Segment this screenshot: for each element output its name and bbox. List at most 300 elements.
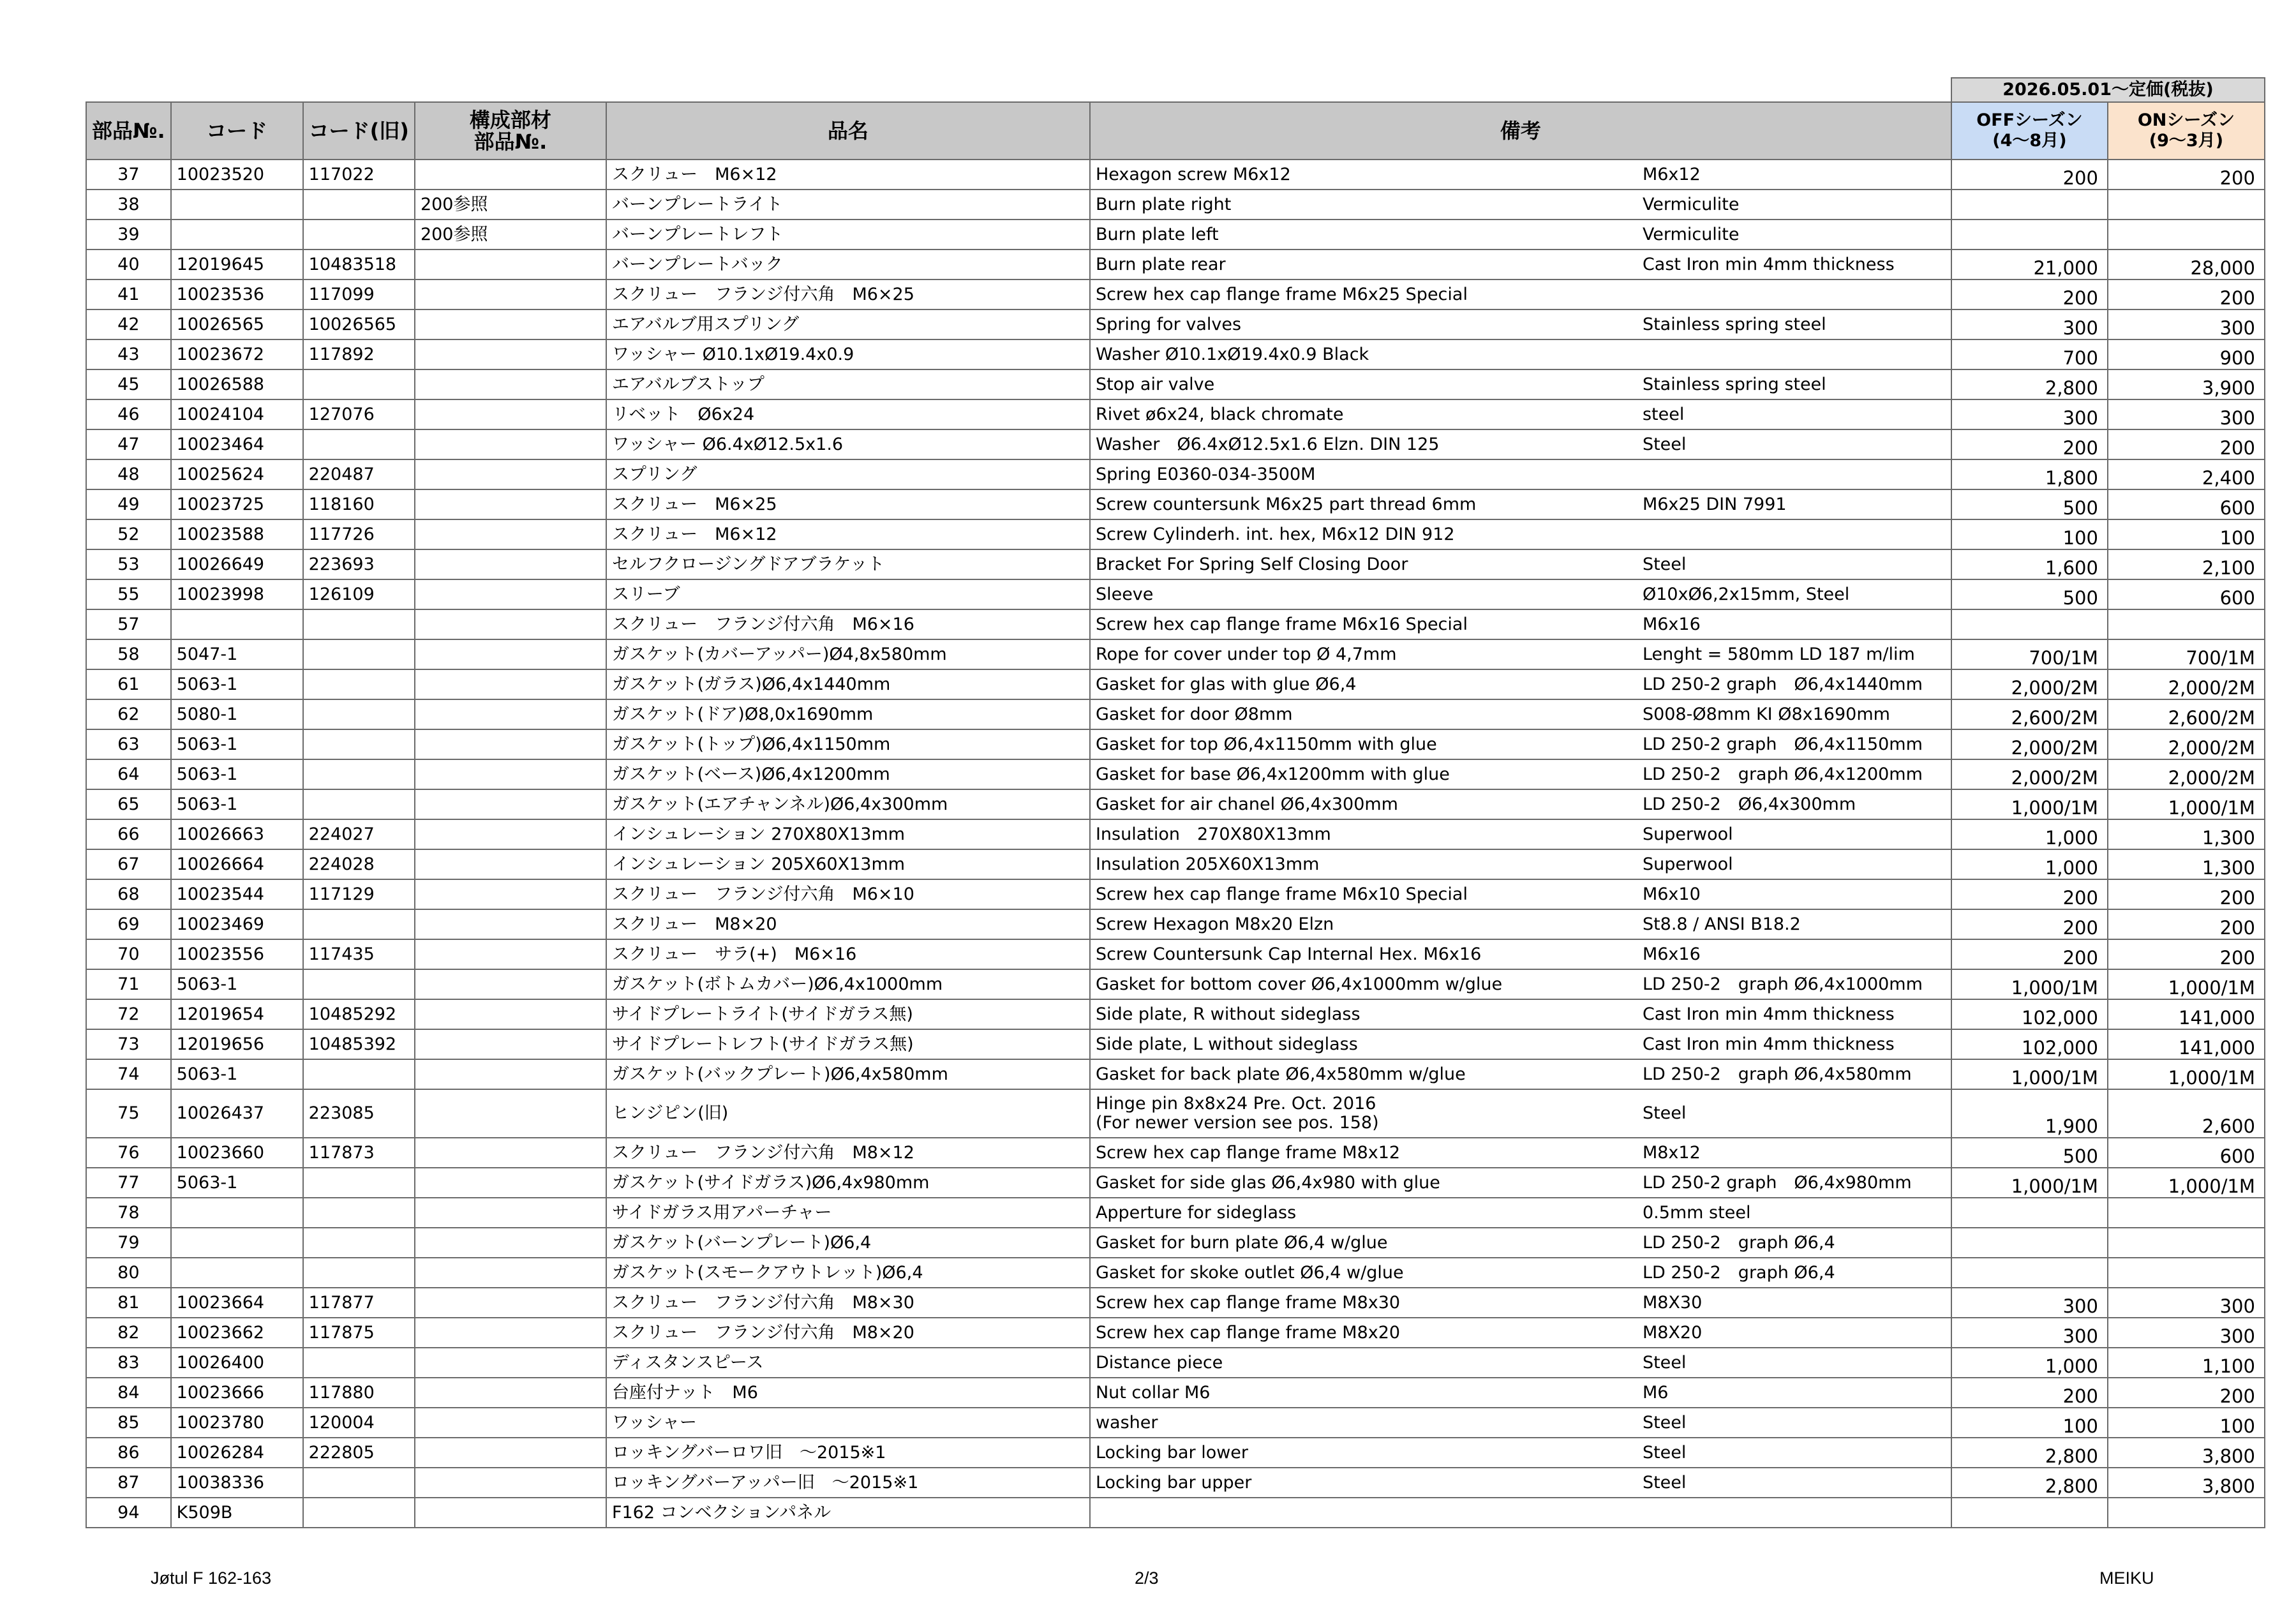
row-part-no: 43 (86, 339, 171, 369)
row-code: 10023666 (171, 1378, 303, 1408)
row-part-no: 65 (86, 789, 171, 819)
row-name: ガスケット(エアチャンネル)Ø6,4x300mm (606, 789, 1090, 819)
row-code: 10026400 (171, 1348, 303, 1378)
row-code-old (303, 1168, 415, 1198)
row-code: 10026437 (171, 1089, 303, 1138)
row-description: Washer Ø6.4xØ12.5x1.6 Elzn. DIN 125 (1090, 429, 1637, 459)
row-name: スクリュー フランジ付六角 M8×12 (606, 1138, 1090, 1168)
row-price-off: 300 (1951, 1288, 2108, 1318)
row-code-old (303, 699, 415, 729)
row-part-no: 53 (86, 549, 171, 579)
row-name: バーンプレートレフト (606, 220, 1090, 250)
row-part-no: 45 (86, 369, 171, 399)
row-part-no: 41 (86, 279, 171, 309)
row-price-off: 100 (1951, 519, 2108, 549)
row-price-off (1951, 1198, 2108, 1228)
row-part-no: 81 (86, 1288, 171, 1318)
row-code-old: 117877 (303, 1288, 415, 1318)
row-description: Gasket for skoke outlet Ø6,4 w/glue (1090, 1258, 1637, 1288)
row-price-on (2108, 190, 2265, 220)
row-part-no: 49 (86, 489, 171, 519)
table-row (86, 969, 2265, 999)
row-price-on: 1,300 (2108, 849, 2265, 879)
table-row (86, 579, 2265, 609)
row-code: 10026588 (171, 369, 303, 399)
row-component (415, 1498, 606, 1528)
row-price-on: 3,900 (2108, 369, 2265, 399)
row-name: ディスタンスピース (606, 1348, 1090, 1378)
row-price-off: 300 (1951, 399, 2108, 429)
row-spec: LD 250-2 graph Ø6,4x980mm (1637, 1168, 1951, 1198)
row-code-old (303, 1468, 415, 1498)
row-code: 5063-1 (171, 789, 303, 819)
row-price-on: 200 (2108, 909, 2265, 939)
row-component (415, 759, 606, 789)
row-name: ワッシャー (606, 1408, 1090, 1438)
table-row (86, 1408, 2265, 1438)
row-code: 10038336 (171, 1468, 303, 1498)
row-component (415, 579, 606, 609)
row-price-on: 28,000 (2108, 250, 2265, 279)
row-price-off: 102,000 (1951, 999, 2108, 1029)
row-component (415, 639, 606, 669)
row-spec: Cast Iron min 4mm thickness (1637, 1029, 1951, 1059)
table-row (86, 160, 2265, 190)
row-description: Screw hex cap flange frame M6x25 Special (1090, 279, 1637, 309)
row-description: Locking bar upper (1090, 1468, 1637, 1498)
col-header-on-season: ONシーズン (9～3月) (2108, 102, 2265, 160)
row-spec: Cast Iron min 4mm thickness (1637, 250, 1951, 279)
row-component (415, 1378, 606, 1408)
table-row (86, 549, 2265, 579)
row-description: Rivet ø6x24, black chromate (1090, 399, 1637, 429)
row-component (415, 969, 606, 999)
row-component (415, 429, 606, 459)
row-component (415, 549, 606, 579)
row-part-no: 67 (86, 849, 171, 879)
row-price-off: 700/1M (1951, 639, 2108, 669)
row-name: スクリュー サラ(+) M6×16 (606, 939, 1090, 969)
row-price-on: 2,100 (2108, 549, 2265, 579)
row-component (415, 1348, 606, 1378)
table-row (86, 459, 2265, 489)
row-spec: Steel (1637, 1089, 1951, 1138)
row-code: 5047-1 (171, 639, 303, 669)
row-name: スプリング (606, 459, 1090, 489)
row-name: バーンプレートバック (606, 250, 1090, 279)
row-price-off: 1,600 (1951, 549, 2108, 579)
row-code (171, 220, 303, 250)
row-price-off: 1,000 (1951, 849, 2108, 879)
row-description: Screw hex cap flange frame M8x30 (1090, 1288, 1637, 1318)
row-name: ガスケット(トップ)Ø6,4x1150mm (606, 729, 1090, 759)
row-code-old: 224028 (303, 849, 415, 879)
row-price-off: 2,000/2M (1951, 729, 2108, 759)
row-price-off: 100 (1951, 1408, 2108, 1438)
row-price-on: 1,000/1M (2108, 1059, 2265, 1089)
row-code: K509B (171, 1498, 303, 1528)
row-name: ガスケット(バックプレート)Ø6,4x580mm (606, 1059, 1090, 1089)
row-spec: Steel (1637, 549, 1951, 579)
table-row (86, 759, 2265, 789)
row-price-off: 1,000 (1951, 1348, 2108, 1378)
table-row (86, 909, 2265, 939)
row-description: Rope for cover under top Ø 4,7mm (1090, 639, 1637, 669)
footer-company: MEIKU (2099, 1568, 2154, 1588)
row-price-off: 1,000/1M (1951, 969, 2108, 999)
row-name: セルフクロージングドアブラケット (606, 549, 1090, 579)
row-name: インシュレーション 205X60X13mm (606, 849, 1090, 879)
row-name: サイドガラス用アパーチャー (606, 1198, 1090, 1228)
row-price-off: 500 (1951, 1138, 2108, 1168)
row-code: 5063-1 (171, 969, 303, 999)
row-price-on: 200 (2108, 429, 2265, 459)
row-code: 5063-1 (171, 729, 303, 759)
row-part-no: 46 (86, 399, 171, 429)
table-row (86, 1438, 2265, 1468)
row-price-on: 1,300 (2108, 819, 2265, 849)
row-description: Screw hex cap flange frame M6x10 Special (1090, 879, 1637, 909)
row-spec: Steel (1637, 1408, 1951, 1438)
row-description: Burn plate left (1090, 220, 1637, 250)
row-spec: M6 (1637, 1378, 1951, 1408)
row-price-off: 2,800 (1951, 369, 2108, 399)
row-code-old: 127076 (303, 399, 415, 429)
row-description: washer (1090, 1408, 1637, 1438)
row-description: Stop air valve (1090, 369, 1637, 399)
table-row (86, 819, 2265, 849)
row-component (415, 1138, 606, 1168)
row-code-old: 223693 (303, 549, 415, 579)
row-price-off: 500 (1951, 489, 2108, 519)
row-code-old (303, 1348, 415, 1378)
row-name: スクリュー M8×20 (606, 909, 1090, 939)
row-name: F162 コンベクションパネル (606, 1498, 1090, 1528)
table-row (86, 999, 2265, 1029)
row-price-on (2108, 1198, 2265, 1228)
row-price-on: 100 (2108, 1408, 2265, 1438)
row-price-on (2108, 220, 2265, 250)
row-description: Hexagon screw M6x12 (1090, 160, 1637, 190)
row-code: 12019656 (171, 1029, 303, 1059)
table-row (86, 1498, 2265, 1528)
row-price-on: 1,000/1M (2108, 789, 2265, 819)
row-code: 10026663 (171, 819, 303, 849)
table-row (86, 1258, 2265, 1288)
row-code-old: 10485292 (303, 999, 415, 1029)
row-name: スクリュー M6×12 (606, 160, 1090, 190)
table-row (86, 1138, 2265, 1168)
row-description: Burn plate rear (1090, 250, 1637, 279)
row-price-off: 2,600/2M (1951, 699, 2108, 729)
row-description: Gasket for top Ø6,4x1150mm with glue (1090, 729, 1637, 759)
row-description: Nut collar M6 (1090, 1378, 1637, 1408)
table-row (86, 789, 2265, 819)
row-spec: 0.5mm steel (1637, 1198, 1951, 1228)
row-code: 5063-1 (171, 1059, 303, 1089)
row-price-off (1951, 220, 2108, 250)
row-price-on (2108, 1498, 2265, 1528)
row-component (415, 879, 606, 909)
row-code-old (303, 1228, 415, 1258)
row-description: Screw hex cap flange frame M8x20 (1090, 1318, 1637, 1348)
row-price-off: 2,800 (1951, 1468, 2108, 1498)
row-spec (1637, 1498, 1951, 1528)
row-spec: Steel (1637, 429, 1951, 459)
price-date-label: 2026.05.01～定価(税抜) (1951, 78, 2265, 102)
row-name: ロッキングバーアッパー旧 ～2015※1 (606, 1468, 1090, 1498)
row-price-on: 900 (2108, 339, 2265, 369)
row-code-old: 117875 (303, 1318, 415, 1348)
row-price-off: 2,000/2M (1951, 759, 2108, 789)
table-row (86, 309, 2265, 339)
parts-price-sheet (86, 77, 2265, 1528)
row-name: リベット Ø6x24 (606, 399, 1090, 429)
row-code: 10025624 (171, 459, 303, 489)
row-component (415, 250, 606, 279)
row-code (171, 1198, 303, 1228)
table-row (86, 1198, 2265, 1228)
row-component (415, 609, 606, 639)
row-price-on (2108, 609, 2265, 639)
row-description: Washer Ø10.1xØ19.4x0.9 Black (1090, 339, 1637, 369)
row-spec: M6x16 (1637, 939, 1951, 969)
row-name: ガスケット(サイドガラス)Ø6,4x980mm (606, 1168, 1090, 1198)
row-name: スクリュー フランジ付六角 M6×25 (606, 279, 1090, 309)
row-part-no: 75 (86, 1089, 171, 1138)
row-code-old: 220487 (303, 459, 415, 489)
row-spec (1637, 339, 1951, 369)
row-component (415, 699, 606, 729)
row-code-old (303, 1498, 415, 1528)
row-price-off: 1,000/1M (1951, 1168, 2108, 1198)
row-name: エアバルブストップ (606, 369, 1090, 399)
row-code: 10023998 (171, 579, 303, 609)
table-row (86, 489, 2265, 519)
row-code-old: 10483518 (303, 250, 415, 279)
col-header-remarks: 備考 (1090, 102, 1951, 160)
row-name: インシュレーション 270X80X13mm (606, 819, 1090, 849)
row-price-on: 1,000/1M (2108, 1168, 2265, 1198)
row-spec: M8x12 (1637, 1138, 1951, 1168)
row-price-off: 2,800 (1951, 1438, 2108, 1468)
table-row (86, 1089, 2265, 1138)
row-code-old (303, 669, 415, 699)
row-price-on: 141,000 (2108, 999, 2265, 1029)
row-part-no: 48 (86, 459, 171, 489)
row-description (1090, 1498, 1637, 1528)
row-description: Screw countersunk M6x25 part thread 6mm (1090, 489, 1637, 519)
row-component (415, 1168, 606, 1198)
row-component (415, 309, 606, 339)
row-code: 10023520 (171, 160, 303, 190)
row-spec: LD 250-2 graph Ø6,4x1000mm (1637, 969, 1951, 999)
row-part-no: 86 (86, 1438, 171, 1468)
row-component (415, 849, 606, 879)
row-code-old: 224027 (303, 819, 415, 849)
row-description: Gasket for burn plate Ø6,4 w/glue (1090, 1228, 1637, 1258)
row-price-off: 1,000/1M (1951, 789, 2108, 819)
row-description: Hinge pin 8x8x24 Pre. Oct. 2016 (For newer version see pos. 158) (1090, 1089, 1637, 1138)
row-component (415, 1228, 606, 1258)
row-component (415, 909, 606, 939)
row-part-no: 64 (86, 759, 171, 789)
table-row (86, 1378, 2265, 1408)
row-part-no: 80 (86, 1258, 171, 1288)
row-spec (1637, 459, 1951, 489)
row-code-old (303, 190, 415, 220)
table-row (86, 519, 2265, 549)
row-name: ガスケット(バーンプレート)Ø6,4 (606, 1228, 1090, 1258)
row-code-old (303, 759, 415, 789)
row-code-old: 117435 (303, 939, 415, 969)
row-code-old (303, 1198, 415, 1228)
row-part-no: 55 (86, 579, 171, 609)
row-component (415, 789, 606, 819)
row-name: ガスケット(スモークアウトレット)Ø6,4 (606, 1258, 1090, 1288)
row-code: 10023536 (171, 279, 303, 309)
row-code: 12019654 (171, 999, 303, 1029)
row-code-old (303, 220, 415, 250)
row-price-off: 102,000 (1951, 1029, 2108, 1059)
row-code: 10026565 (171, 309, 303, 339)
row-description: Burn plate right (1090, 190, 1637, 220)
row-part-no: 82 (86, 1318, 171, 1348)
row-part-no: 73 (86, 1029, 171, 1059)
row-name: ガスケット(カバーアッパー)Ø4,8x580mm (606, 639, 1090, 669)
row-component (415, 1288, 606, 1318)
row-price-off (1951, 1258, 2108, 1288)
row-part-no: 66 (86, 819, 171, 849)
row-code-old: 222805 (303, 1438, 415, 1468)
row-part-no: 63 (86, 729, 171, 759)
row-component (415, 819, 606, 849)
row-component (415, 279, 606, 309)
row-spec: Cast Iron min 4mm thickness (1637, 999, 1951, 1029)
row-description: Spring for valves (1090, 309, 1637, 339)
row-code: 10023544 (171, 879, 303, 909)
row-price-off: 200 (1951, 939, 2108, 969)
row-price-on: 3,800 (2108, 1438, 2265, 1468)
table-row (86, 339, 2265, 369)
row-description: Gasket for back plate Ø6,4x580mm w/glue (1090, 1059, 1637, 1089)
table-row (86, 1168, 2265, 1198)
row-component (415, 939, 606, 969)
row-price-on: 2,000/2M (2108, 759, 2265, 789)
row-name: サイドプレートライト(サイドガラス無) (606, 999, 1090, 1029)
row-part-no: 47 (86, 429, 171, 459)
row-price-off: 21,000 (1951, 250, 2108, 279)
row-code: 10026649 (171, 549, 303, 579)
row-price-on: 600 (2108, 579, 2265, 609)
row-name: ロッキングバーロワ旧 ～2015※1 (606, 1438, 1090, 1468)
row-part-no: 62 (86, 699, 171, 729)
row-price-on: 300 (2108, 399, 2265, 429)
row-component: 200参照 (415, 190, 606, 220)
table-row (86, 429, 2265, 459)
col-header-part-no: 部品№. (86, 102, 171, 160)
row-description: Insulation 205X60X13mm (1090, 849, 1637, 879)
row-price-off (1951, 609, 2108, 639)
row-price-on: 141,000 (2108, 1029, 2265, 1059)
row-code-old: 117022 (303, 160, 415, 190)
col-header-name: 品名 (606, 102, 1090, 160)
row-spec: Steel (1637, 1468, 1951, 1498)
table-row (86, 399, 2265, 429)
row-price-on (2108, 1258, 2265, 1288)
table-row (86, 279, 2265, 309)
row-price-off: 1,000 (1951, 819, 2108, 849)
row-part-no: 70 (86, 939, 171, 969)
row-code-old: 10485392 (303, 1029, 415, 1059)
row-price-on: 200 (2108, 879, 2265, 909)
row-component (415, 1089, 606, 1138)
row-spec: M6x16 (1637, 609, 1951, 639)
table-row (86, 669, 2265, 699)
row-code-old (303, 609, 415, 639)
row-component (415, 1408, 606, 1438)
row-code-old: 117726 (303, 519, 415, 549)
table-row (86, 1029, 2265, 1059)
row-spec: LD 250-2 Ø6,4x300mm (1637, 789, 1951, 819)
row-price-off: 1,000/1M (1951, 1059, 2108, 1089)
row-spec: Vermiculite (1637, 190, 1951, 220)
row-description: Gasket for air chanel Ø6,4x300mm (1090, 789, 1637, 819)
row-code-old: 118160 (303, 489, 415, 519)
row-code-old: 117892 (303, 339, 415, 369)
row-spec: LD 250-2 graph Ø6,4 (1637, 1258, 1951, 1288)
row-price-on (2108, 1228, 2265, 1258)
table-row (86, 1348, 2265, 1378)
row-price-off: 200 (1951, 909, 2108, 939)
table-row (86, 1228, 2265, 1258)
row-code-old: 117129 (303, 879, 415, 909)
row-price-off: 200 (1951, 1378, 2108, 1408)
table-row (86, 609, 2265, 639)
row-price-off: 1,800 (1951, 459, 2108, 489)
table-row (86, 699, 2265, 729)
row-spec: M8X30 (1637, 1288, 1951, 1318)
row-description: Screw hex cap flange frame M6x16 Special (1090, 609, 1637, 639)
row-component: 200参照 (415, 220, 606, 250)
row-code (171, 1258, 303, 1288)
row-spec: Lenght = 580mm LD 187 m/lim (1637, 639, 1951, 669)
row-code: 10023725 (171, 489, 303, 519)
row-code: 10023556 (171, 939, 303, 969)
table-row (86, 1288, 2265, 1318)
row-component (415, 669, 606, 699)
row-code (171, 190, 303, 220)
table-row (86, 939, 2265, 969)
row-description: Gasket for side glas Ø6,4x980 with glue (1090, 1168, 1637, 1198)
row-code: 10023672 (171, 339, 303, 369)
row-part-no: 77 (86, 1168, 171, 1198)
row-part-no: 84 (86, 1378, 171, 1408)
row-code: 10026284 (171, 1438, 303, 1468)
row-price-on: 1,100 (2108, 1348, 2265, 1378)
table-row (86, 250, 2265, 279)
row-code: 5063-1 (171, 669, 303, 699)
row-part-no: 38 (86, 190, 171, 220)
row-code: 10023664 (171, 1288, 303, 1318)
row-part-no: 72 (86, 999, 171, 1029)
row-code: 10023469 (171, 909, 303, 939)
row-name: ガスケット(ドア)Ø8,0x1690mm (606, 699, 1090, 729)
row-part-no: 40 (86, 250, 171, 279)
row-name: スクリュー フランジ付六角 M8×30 (606, 1288, 1090, 1318)
row-price-off: 1,900 (1951, 1089, 2108, 1138)
row-code-old: 117873 (303, 1138, 415, 1168)
